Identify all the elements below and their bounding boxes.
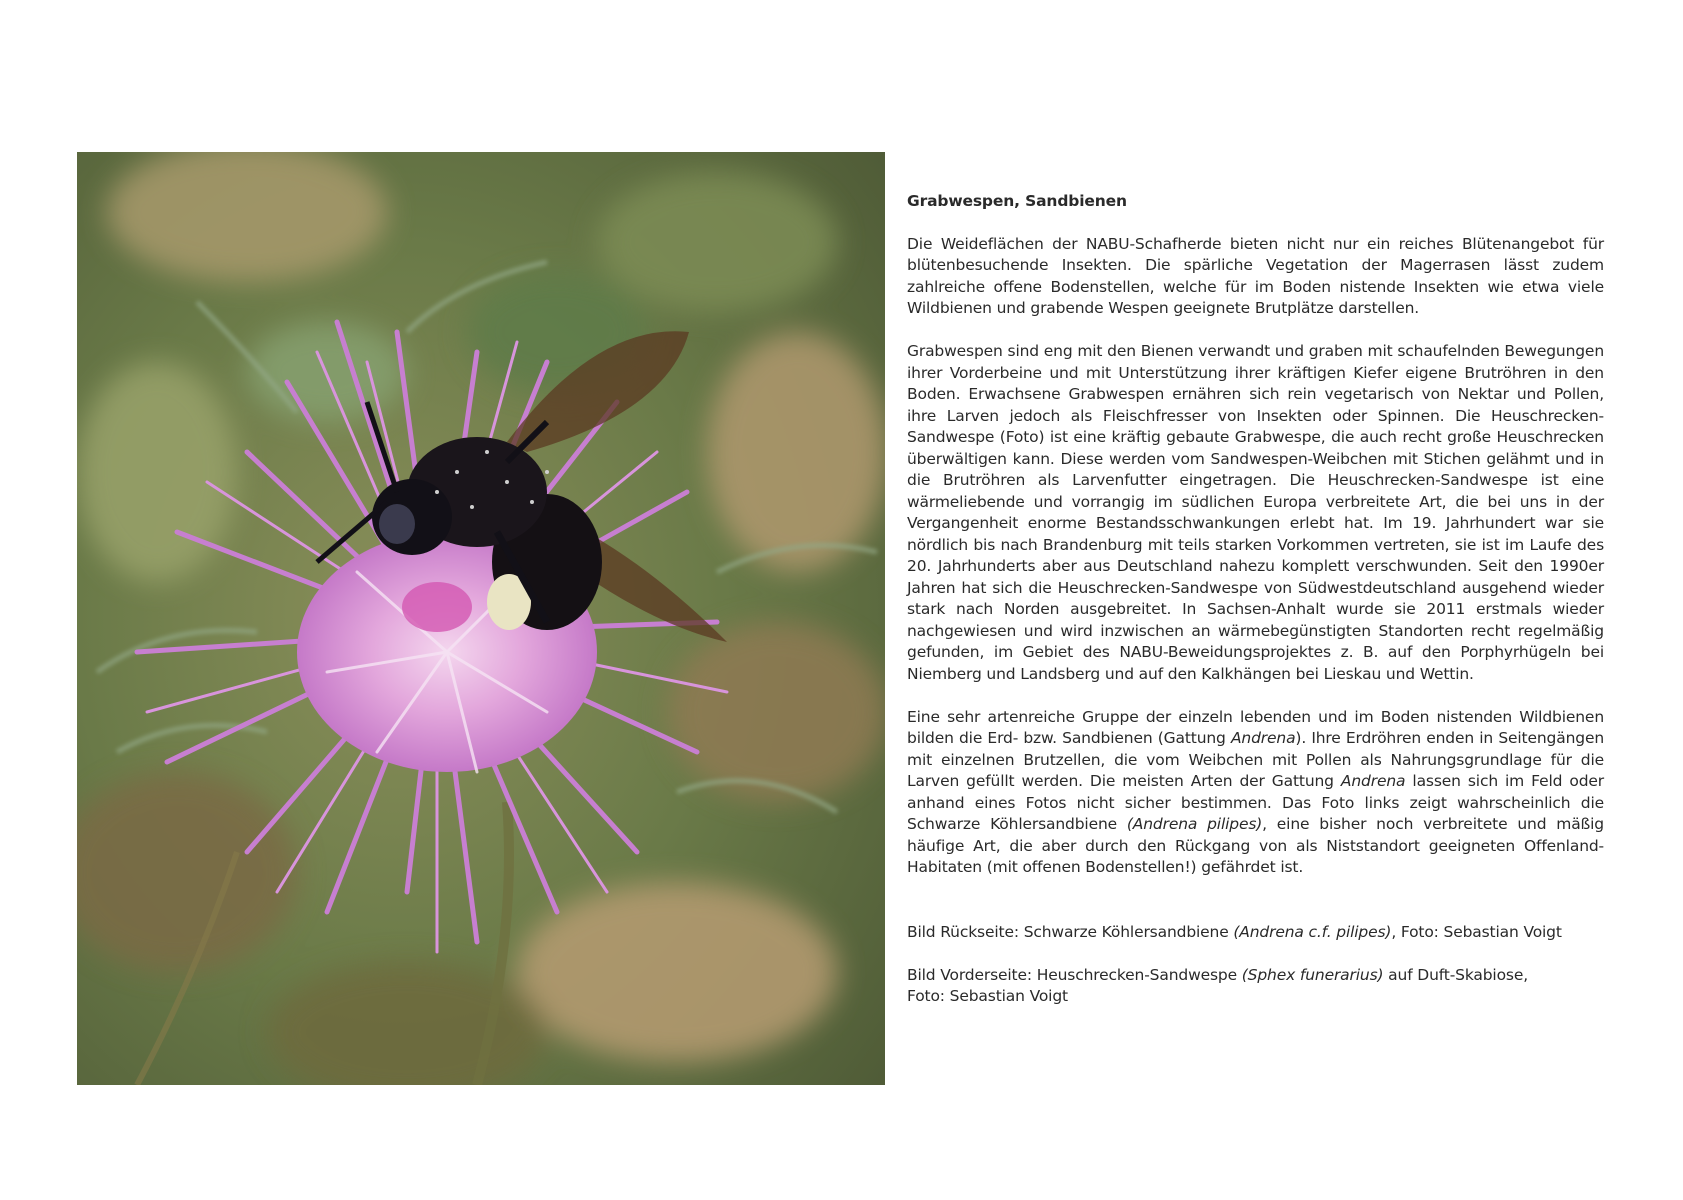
caption-credit: , Foto: Sebastian Voigt bbox=[1391, 922, 1562, 941]
species-name: (Andrena pilipes) bbox=[1126, 815, 1263, 833]
article-heading: Grabwespen, Sandbienen bbox=[907, 192, 1127, 210]
caption-credit: Foto: Sebastian Voigt bbox=[907, 987, 1068, 1005]
paragraph-sandbienen bbox=[907, 707, 1604, 879]
genus-name: Andrena bbox=[1340, 772, 1406, 790]
photo-illustration bbox=[77, 152, 885, 1085]
species-name: (Sphex funerarius) bbox=[1241, 965, 1384, 984]
wasp-flower-photo bbox=[77, 152, 885, 1085]
caption-text: Bild Vorderseite: Heuschrecken-Sandwespe bbox=[907, 965, 1242, 984]
caption-text: Bild Rückseite: Schwarze Köhlersandbiene bbox=[907, 922, 1234, 941]
text-run: Eine sehr artenreiche Gruppe der einzeln lebenden und im Boden nistenden Wildbienen bilden die Erd- bzw. Sandbienen (Gattung bbox=[907, 707, 1604, 747]
caption-back bbox=[907, 922, 1604, 944]
genus-name: Andrena bbox=[1230, 729, 1296, 747]
caption-text: auf Duft-Skabiose, bbox=[1383, 965, 1529, 984]
article-column bbox=[907, 191, 1604, 1029]
species-name: (Andrena c.f. pilipes) bbox=[1233, 922, 1392, 941]
text-run: , eine bisher noch verbreitete und mäßig häufige Art, die aber durch den Rückgang von als Niststandort geeigneten Offenland-Habitaten (mit offenen Bodenstellen!) gefährdet ist. bbox=[907, 815, 1604, 876]
text-run: ). Ihre Erdröhren enden in Seitengängen mit einzelnen Brutzellen, die vom Weibchen mit Pollen als Nahrungsgrundlage für die Larven gefüllt werden. Die meisten Arten der Gattung bbox=[907, 729, 1604, 790]
paragraph-grabwespen: Grabwespen sind eng mit den Bienen verwandt und graben mit schaufelnden Bewegungen ihrer Vorderbeine und mit Unterstützung ihrer kräftigen Kiefer eigene Brutröhren in den Boden. Erwachsene Grabwespen ernähren sich rein vegetarisch von Nektar und Pollen, ihre Larven jedoch als Fleischfresser von Insekten oder Spinnen. Die Heuschrecken-Sandwespe (Foto) ist eine kräftig gebaute Grabwespe, die auch recht große Heuschrecken überwältigen kann. Diese werden vom Sandwespen-Weibchen mit Stichen gelähmt und in die Brutröhren als Larvenfutter eingetragen. Die Heuschrecken-Sandwespe ist eine wärmeliebende und vorrangig im südlichen Europa verbreitete Art, die bei uns in der Vergangenheit enorme Bestandsschwankungen erlebt hat. Im 19. Jahrhundert war sie nördlich bis nach Brandenburg mit teils starken Vorkommen vertreten, sie ist im Laufe des 20. Jahrhunderts aber aus Deutschland nahezu komplett verschwunden. Seit den 1990er Jahren hat sich die Heuschrecken-Sandwespe von Südwestdeutschland ausgehend wieder stark nach Norden ausgebreitet. In Sachsen-Anhalt wurde sie 2011 erstmals wieder nachgewiesen und wird inzwischen an wärmebegünstigten Standorten recht regelmäßig gefunden, im Gebiet des NABU-Beweidungsprojektes z. B. auf den Porphyrhügeln bei Niemberg und Landsberg und auf den Kalkhängen bei Lieskau und Wettin. bbox=[907, 342, 1604, 683]
photo-captions bbox=[907, 922, 1604, 1008]
caption-front bbox=[907, 965, 1604, 1008]
text-run: lassen sich im Feld oder anhand eines Fotos nicht sicher bestimmen. Das Foto links zeigt wahrscheinlich die Schwarze Köhlersandbiene bbox=[907, 772, 1604, 833]
paragraph-intro: Die Weideflächen der NABU-Schafherde bieten nicht nur ein reiches Blütenangebot für blütenbesuchende Insekten. Die spärliche Vegetation der Magerrasen lässt zudem zahlreiche offene Bodenstellen, welche für im Boden nistende Insekten wie etwa viele Wildbienen und grabende Wespen geeignete Brutplätze darstellen. bbox=[907, 234, 1604, 317]
